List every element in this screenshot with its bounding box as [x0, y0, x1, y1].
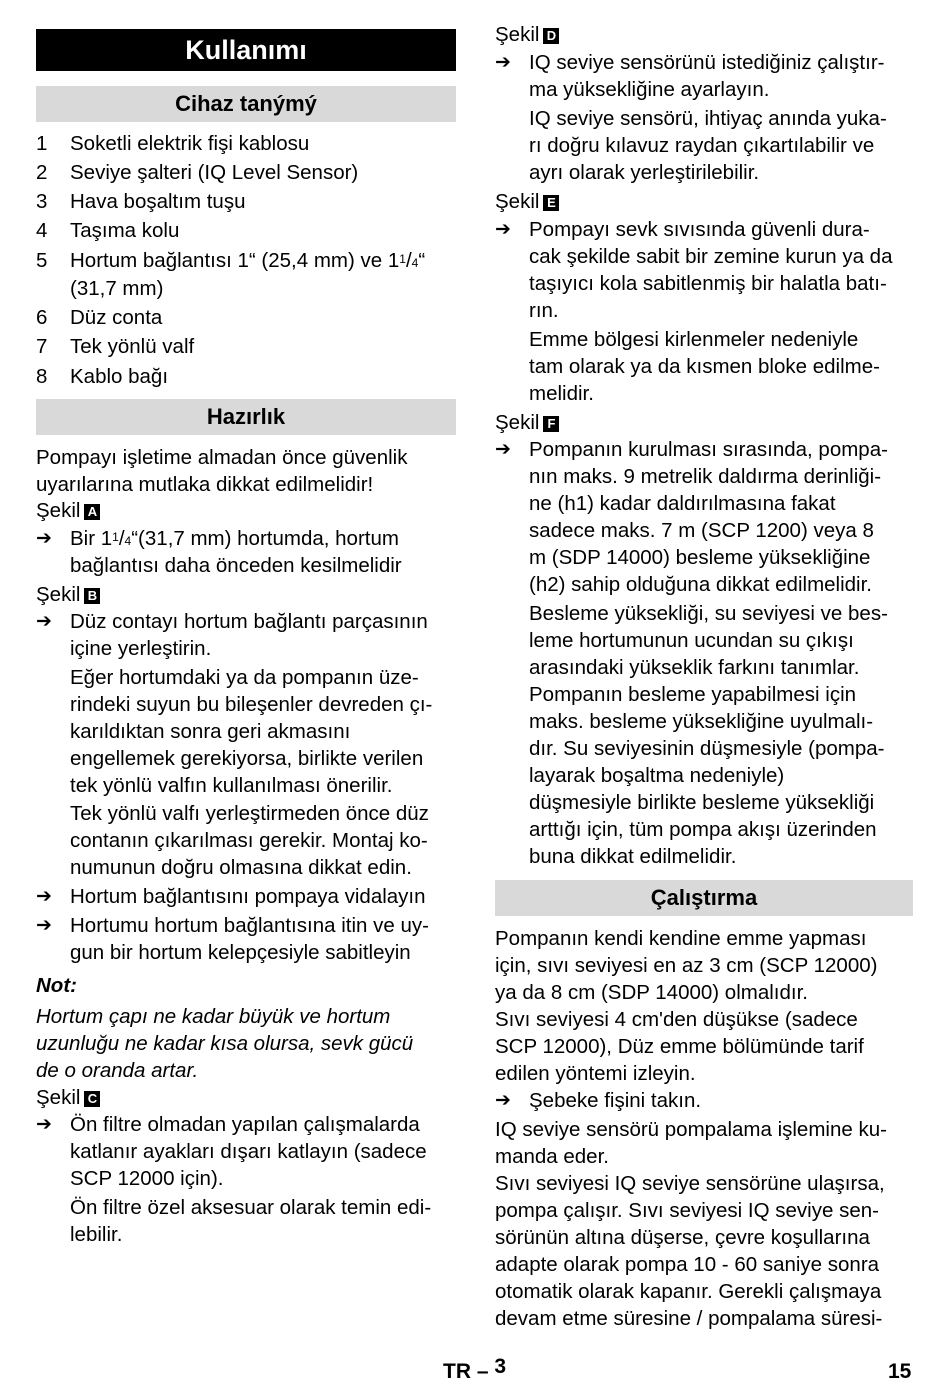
paragraph-line: için, sıvı seviyesi en az 3 cm (SCP 12000): [495, 954, 878, 977]
figure-ref-a: Şekil A: [36, 498, 100, 524]
arrow-right-icon: ➔: [36, 528, 52, 549]
paragraph-line: Sıvı seviyesi 4 cm'den düşükse (sadece: [495, 1008, 858, 1031]
paragraph-line: Pompanın kendi kendine emme yapması: [495, 927, 867, 950]
paragraph-line: pompa çalışır. Sıvı seviyesi IQ seviye sen-: [495, 1199, 879, 1222]
paragraph-line: manda eder.: [495, 1145, 609, 1168]
section-heading-device: Cihaz tanýmý: [36, 86, 456, 122]
paragraph-line: devam etme süresine / pompalama süresi-: [495, 1307, 883, 1330]
arrow-right-icon: ➔: [495, 1090, 511, 1111]
paragraph-line: Pompayı işletime almadan önce güvenlik: [36, 446, 408, 469]
page-title: Kullanımı: [36, 29, 456, 71]
paragraph-line: edilen yöntemi izleyin.: [495, 1062, 696, 1085]
figure-ref-d: Şekil D: [495, 22, 559, 48]
figure-ref-b: Şekil B: [36, 582, 100, 608]
note-text: Hortum çapı ne kadar büyük ve hortum: [36, 1005, 391, 1028]
section-heading-preparation: Hazırlık: [36, 399, 456, 435]
arrow-right-icon: ➔: [495, 439, 511, 460]
arrow-right-icon: ➔: [36, 915, 52, 936]
paragraph-line: otomatik olarak kapanır. Gerekli çalışmaya: [495, 1280, 882, 1303]
section-heading-operation: Çalıştırma: [495, 880, 913, 916]
note-text: de o oranda artar.: [36, 1059, 199, 1082]
paragraph-line: IQ seviye sensörü pompalama işlemine ku-: [495, 1118, 887, 1141]
paragraph-line: sörünün altına düşerse, çevre koşullarına: [495, 1226, 870, 1249]
figure-ref-e: Şekil E: [495, 189, 559, 215]
arrow-right-icon: ➔: [36, 886, 52, 907]
footer-section-label: TR – 3: [443, 1355, 507, 1383]
paragraph-line: SCP 12000), Düz emme bölümünde tarif: [495, 1035, 864, 1058]
arrow-right-icon: ➔: [495, 219, 511, 240]
paragraph-line: uyarılarına mutlaka dikkat edilmelidir!: [36, 473, 374, 496]
figure-ref-f: Şekil F: [495, 410, 559, 436]
arrow-right-icon: ➔: [495, 52, 511, 73]
note-text: uzunluğu ne kadar kısa olursa, sevk gücü: [36, 1032, 414, 1055]
paragraph-line: Sıvı seviyesi IQ seviye sensörüne ulaşırsa,: [495, 1172, 885, 1195]
arrow-right-icon: ➔: [36, 611, 52, 632]
arrow-right-icon: ➔: [36, 1114, 52, 1135]
figure-ref-c: Şekil C: [36, 1085, 100, 1111]
paragraph-line: ya da 8 cm (SDP 14000) olmalıdır.: [495, 981, 808, 1004]
note-label: Not:: [36, 974, 77, 997]
page-number: 15: [888, 1360, 912, 1383]
paragraph-line: adapte olarak pompa 10 - 60 saniye sonra: [495, 1253, 880, 1276]
